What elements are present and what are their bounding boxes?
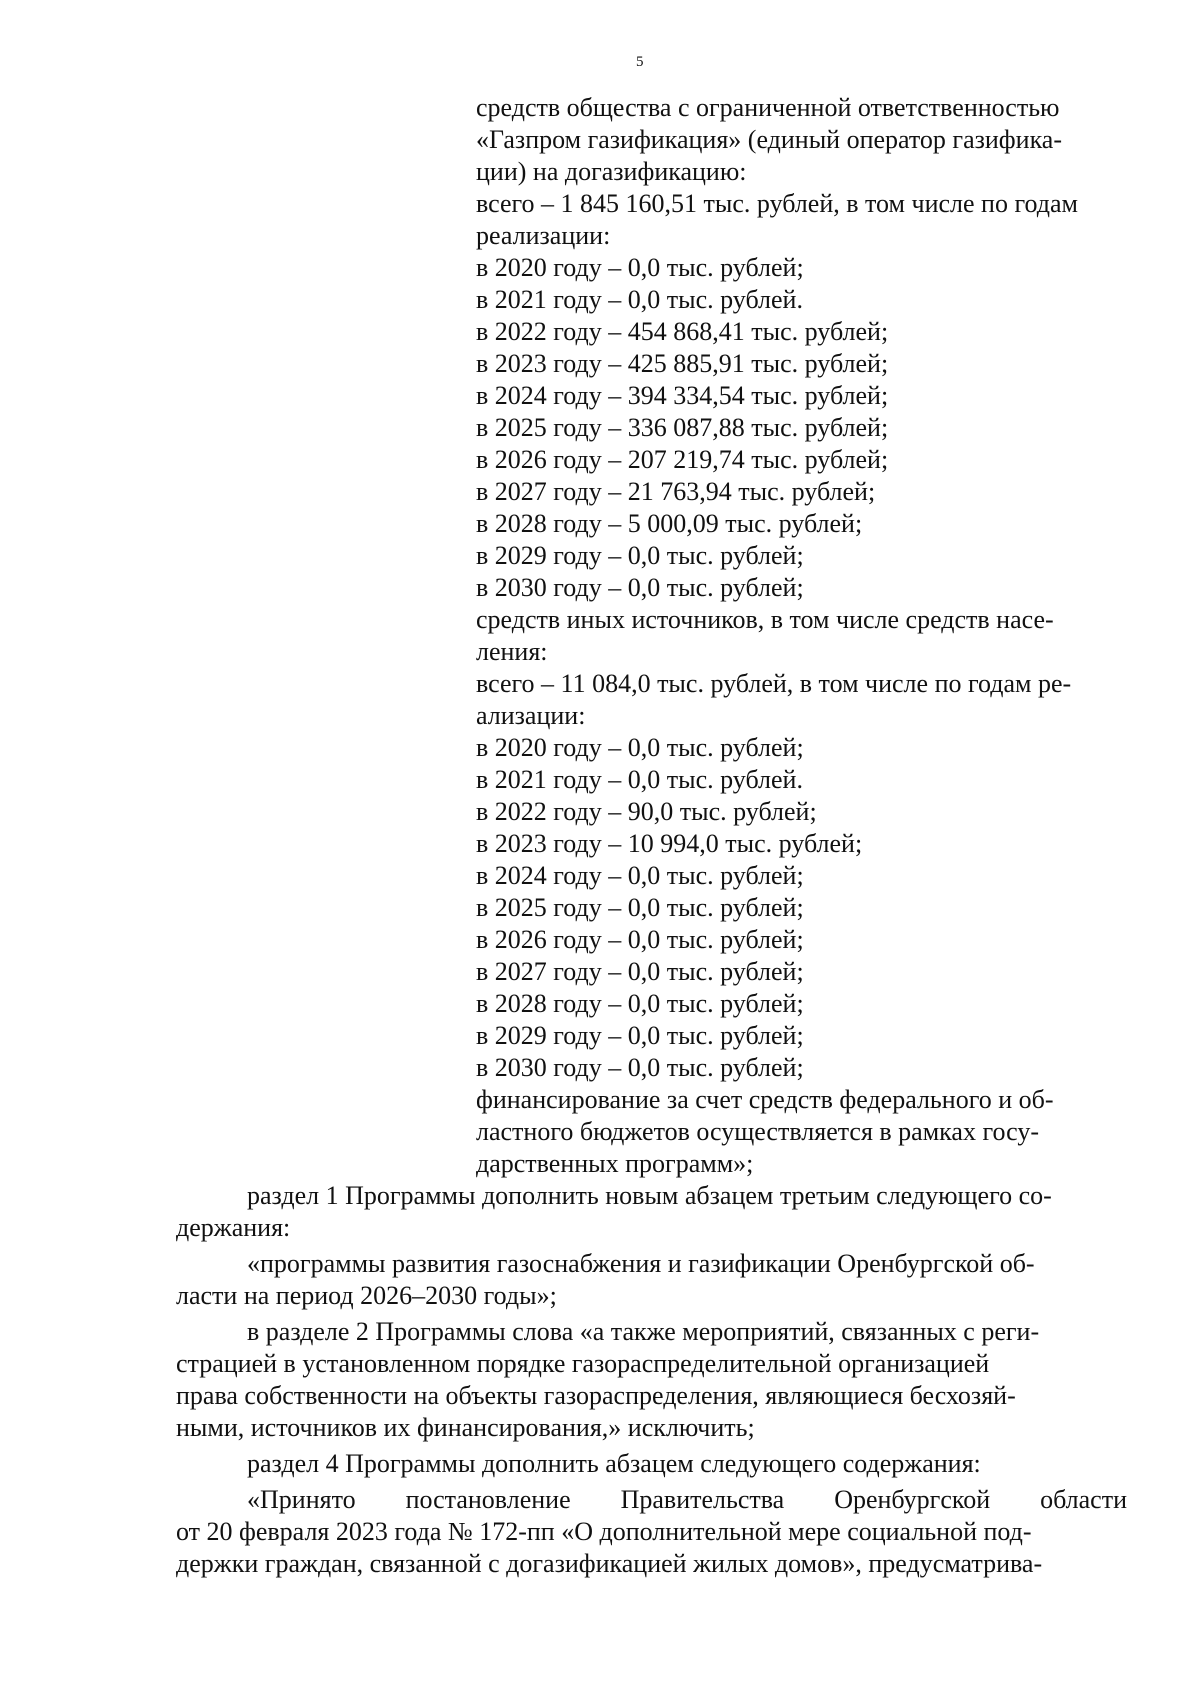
right-column-line: в 2025 году – 0,0 тыс. рублей; — [476, 893, 804, 922]
paragraph-line: ными, источников их финансирования,» исключить; — [176, 1413, 755, 1442]
right-column-line: в 2024 году – 394 334,54 тыс. рублей; — [476, 381, 889, 410]
right-column-line: финансирование за счет средств федерального и об- — [476, 1085, 1054, 1114]
right-column-line: в 2030 году – 0,0 тыс. рублей; — [476, 573, 804, 602]
right-column-line: в 2024 году – 0,0 тыс. рублей; — [476, 861, 804, 890]
right-column-line: ализации: — [476, 701, 586, 730]
right-column-line: в 2027 году – 21 763,94 тыс. рублей; — [476, 477, 876, 506]
paragraph-line: держания: — [176, 1213, 291, 1242]
right-column-line: в 2025 году – 336 087,88 тыс. рублей; — [476, 413, 889, 442]
right-column-line: в 2022 году – 454 868,41 тыс. рублей; — [476, 317, 889, 346]
paragraph-line: «программы развития газоснабжения и газификации Оренбургской об- — [247, 1249, 1035, 1278]
right-column-line: в 2028 году – 0,0 тыс. рублей; — [476, 989, 804, 1018]
paragraph-line: ласти на период 2026–2030 годы»; — [176, 1281, 557, 1310]
right-column-line: в 2021 году – 0,0 тыс. рублей. — [476, 765, 803, 794]
right-column-line: средств иных источников, в том числе средств насе- — [476, 605, 1054, 634]
right-column-line: всего – 11 084,0 тыс. рублей, в том числе по годам ре- — [476, 669, 1072, 698]
right-column-line: в 2029 году – 0,0 тыс. рублей; — [476, 541, 804, 570]
right-column-line: ления: — [476, 637, 548, 666]
right-column-line: в 2022 году – 90,0 тыс. рублей; — [476, 797, 817, 826]
right-column-line: в 2021 году – 0,0 тыс. рублей. — [476, 285, 803, 314]
paragraph-line: права собственности на объекты газораспределения, являющиеся бесхозяй- — [176, 1381, 1016, 1410]
right-column-line: дарственных программ»; — [476, 1149, 754, 1178]
paragraph-line: раздел 1 Программы дополнить новым абзацем третьим следующего со- — [247, 1181, 1052, 1210]
right-column-line: реализации: — [476, 221, 611, 250]
paragraph-line: страцией в установленном порядке газораспределительной организацией — [176, 1349, 990, 1378]
paragraph-line: раздел 4 Программы дополнить абзацем следующего содержания: — [247, 1449, 981, 1478]
right-column-line: в 2020 году – 0,0 тыс. рублей; — [476, 253, 804, 282]
page-number: 5 — [636, 54, 644, 70]
right-column-line: ластного бюджетов осуществляется в рамках госу- — [476, 1117, 1039, 1146]
right-column-line: в 2030 году – 0,0 тыс. рублей; — [476, 1053, 804, 1082]
right-column-line: ции) на догазификацию: — [476, 157, 747, 186]
right-column-line: в 2026 году – 0,0 тыс. рублей; — [476, 925, 804, 954]
right-column-line: в 2023 году – 10 994,0 тыс. рублей; — [476, 829, 863, 858]
right-column-line: в 2029 году – 0,0 тыс. рублей; — [476, 1021, 804, 1050]
right-column-line: всего – 1 845 160,51 тыс. рублей, в том числе по годам — [476, 189, 1078, 218]
right-column-line: в 2023 году – 425 885,91 тыс. рублей; — [476, 349, 889, 378]
paragraph-line: в разделе 2 Программы слова «а также мероприятий, связанных с реги- — [247, 1317, 1040, 1346]
paragraph-line: «Принято постановление Правительства Оренбургской области — [247, 1485, 1127, 1514]
right-column-line: в 2028 году – 5 000,09 тыс. рублей; — [476, 509, 863, 538]
right-column-line: в 2026 году – 207 219,74 тыс. рублей; — [476, 445, 889, 474]
right-column-line: «Газпром газификация» (единый оператор газифика- — [476, 125, 1063, 154]
right-column-line: в 2020 году – 0,0 тыс. рублей; — [476, 733, 804, 762]
right-column-line: в 2027 году – 0,0 тыс. рублей; — [476, 957, 804, 986]
paragraph-line: от 20 февраля 2023 года № 172-пп «О дополнительной мере социальной под- — [176, 1517, 1032, 1546]
right-column-line: средств общества с ограниченной ответственностью — [476, 93, 1060, 122]
paragraph-line: держки граждан, связанной с догазификацией жилых домов», предусматрива- — [176, 1549, 1043, 1578]
